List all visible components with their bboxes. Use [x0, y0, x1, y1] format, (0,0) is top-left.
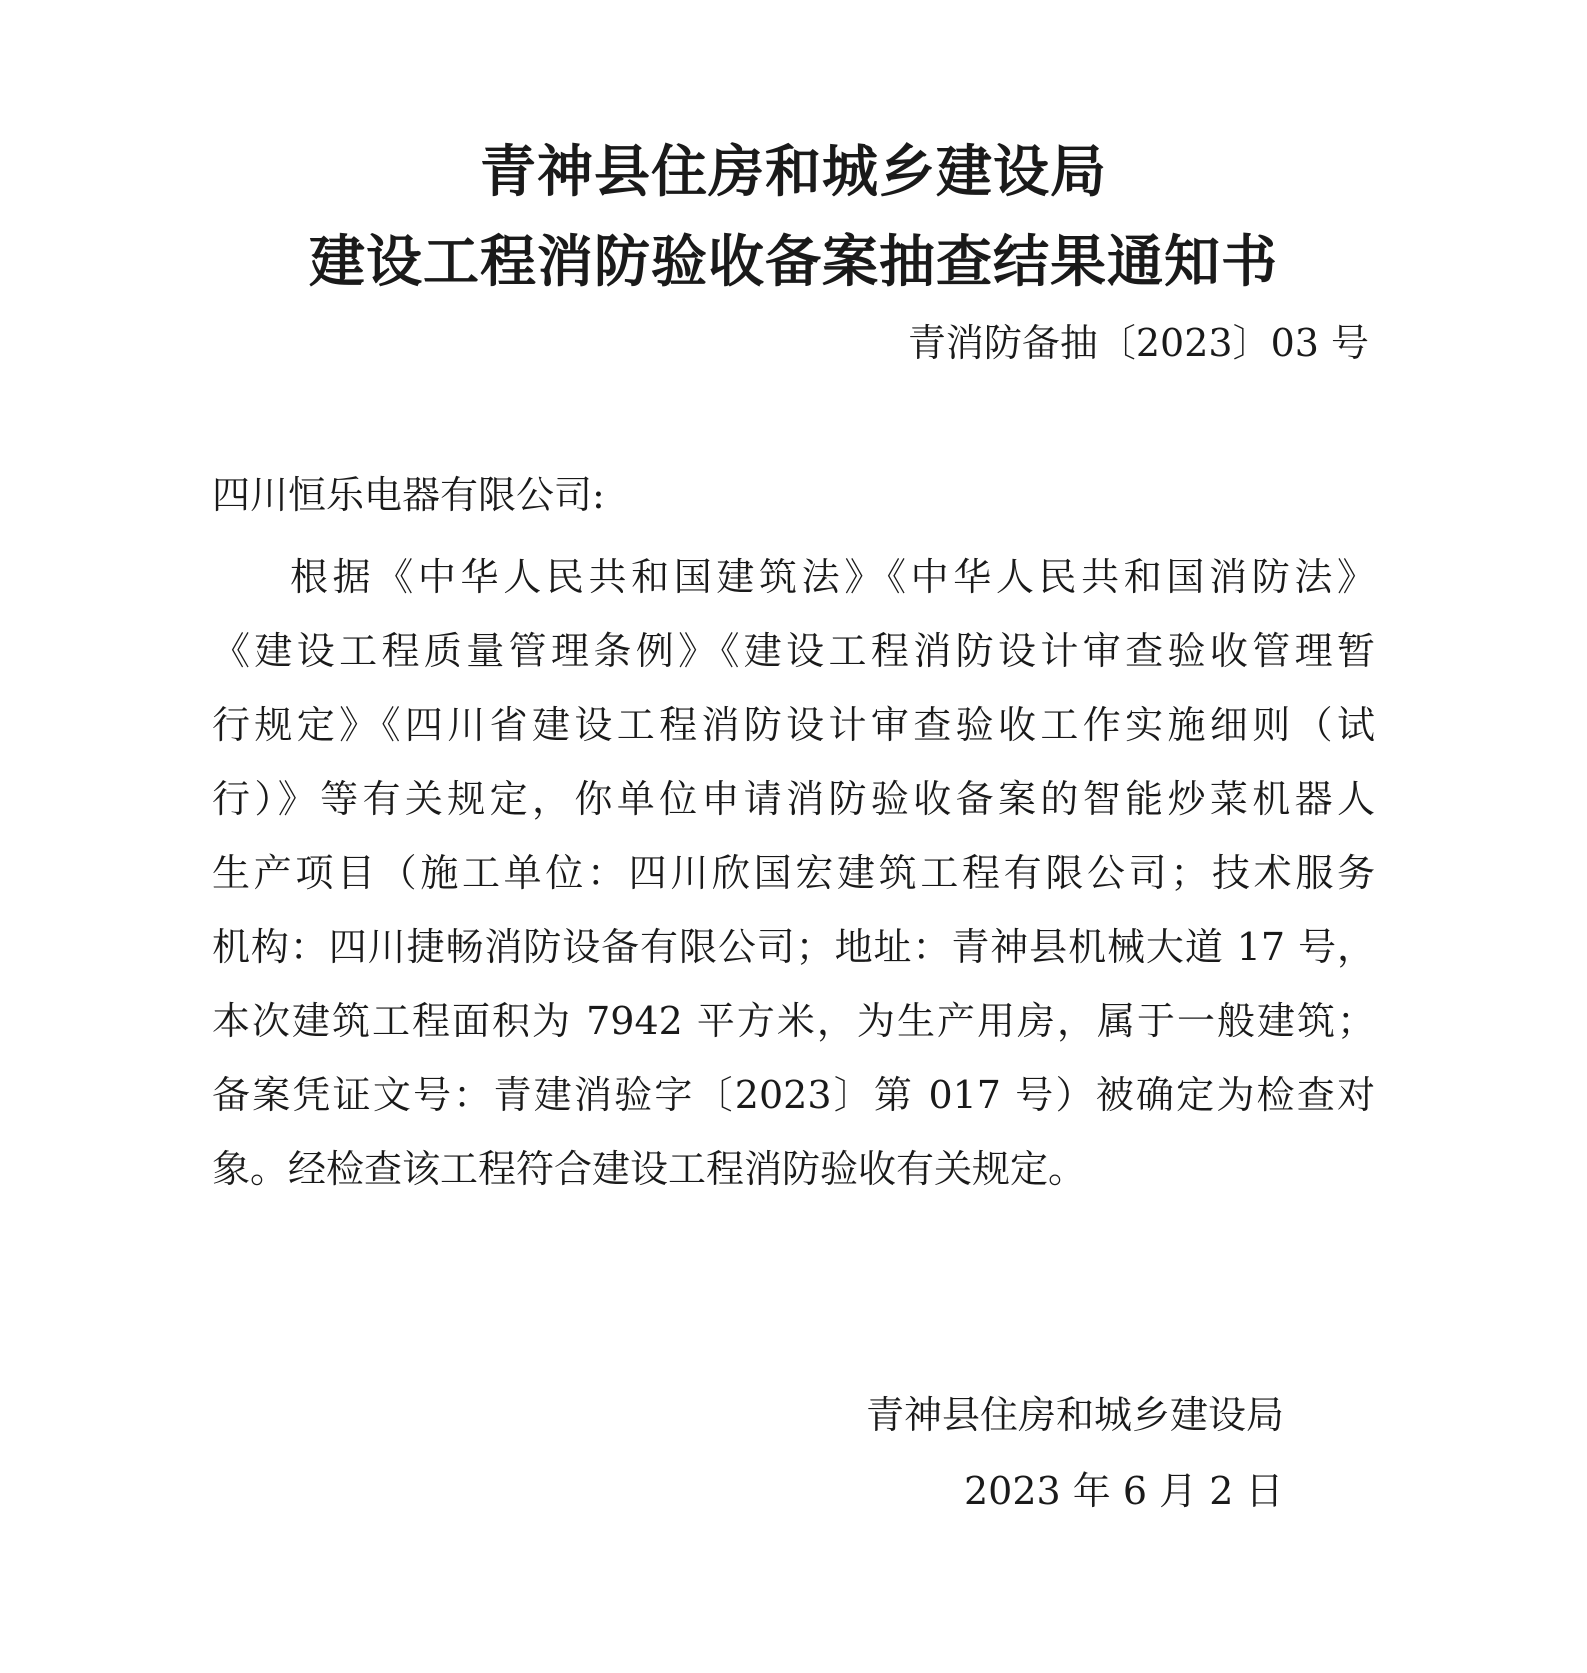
body-line: 备案凭证文号：青建消验字〔2023〕第 017 号）被确定为检查对 [212, 1073, 1375, 1117]
document-title-line-2: 建设工程消防验收备案抽查结果通知书 [309, 230, 1278, 295]
body-line: 象。经检查该工程符合建设工程消防验收有关规定。 [212, 1147, 1087, 1191]
document-number: 青消防备抽〔2023〕03 号 [907, 321, 1369, 365]
body-line: 机构：四川捷畅消防设备有限公司；地址：青神县机械大道 17 号， [212, 925, 1375, 969]
body-line: 本次建筑工程面积为 7942 平方米，为生产用房，属于一般建筑； [212, 999, 1375, 1043]
addressee: 四川恒乐电器有限公司: [212, 473, 605, 517]
body-line: 生产项目（施工单位：四川欣国宏建筑工程有限公司；技术服务 [212, 851, 1375, 895]
signature-date: 2023 年 6 月 2 日 [964, 1469, 1284, 1513]
document-title-line-1: 青神县住房和城乡建设局 [480, 140, 1107, 205]
body-line: 根据《中华人民共和国建筑法》《中华人民共和国消防法》 [290, 555, 1375, 599]
body-line: 《建设工程质量管理条例》《建设工程消防设计审查验收管理暂 [212, 629, 1375, 673]
body-line: 行规定》《四川省建设工程消防设计审查验收工作实施细则（试 [212, 703, 1375, 747]
signature-organization: 青神县住房和城乡建设局 [866, 1393, 1285, 1437]
body-line: 行）》等有关规定，你单位申请消防验收备案的智能炒菜机器人 [212, 777, 1375, 821]
